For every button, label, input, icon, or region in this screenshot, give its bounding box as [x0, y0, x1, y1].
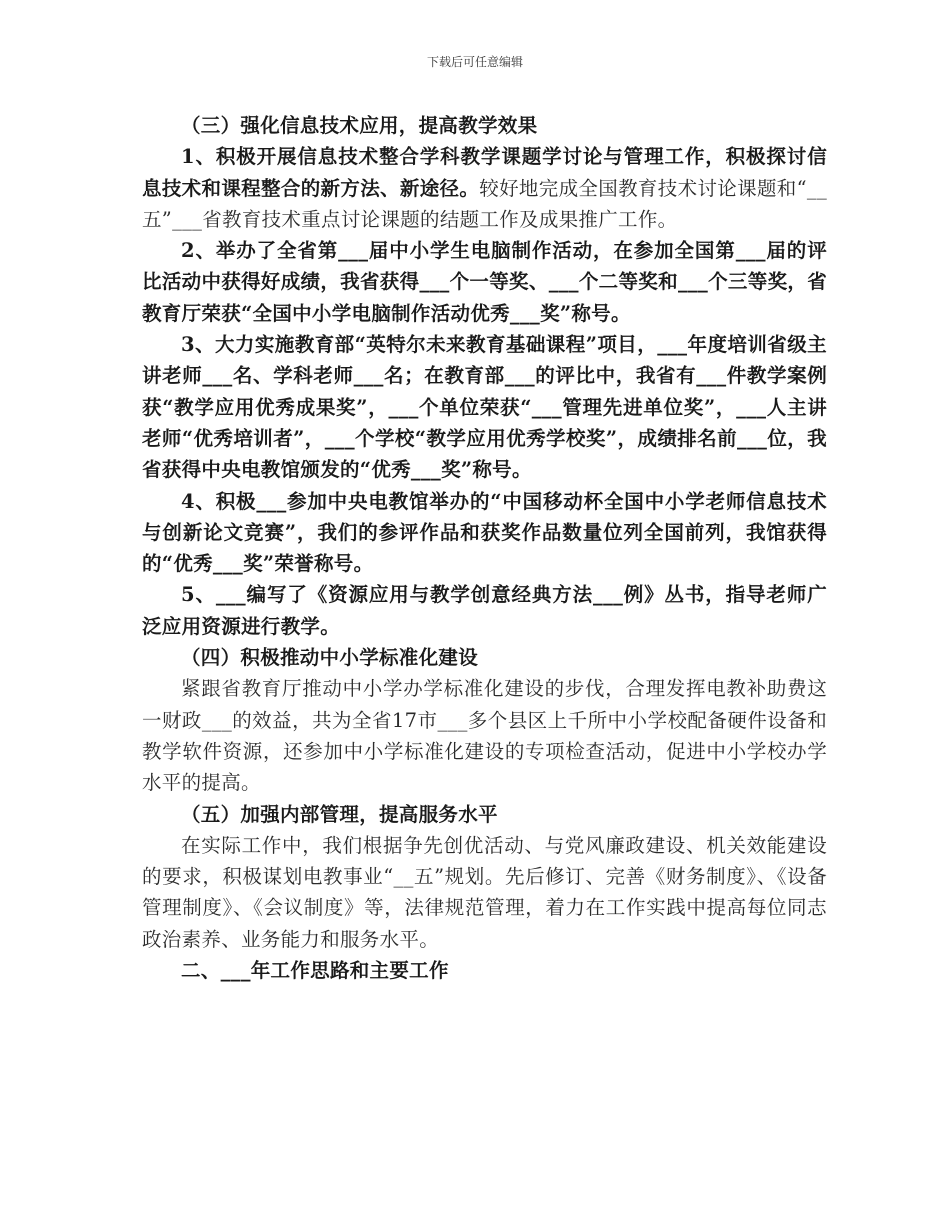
paragraph-section-4: 紧跟省教育厅推动中小学办学标准化建设的步伐，合理发挥电教补助费这一财政___的效益，共为全省17市___多个县区上千所中小学校配备硬件设备和教学软件资源，还参加中小学标准化建设的专项检查活动，促进中小学校办学水平的提高。 — [142, 677, 827, 795]
paragraph-item-2: 2、举办了全省第___届中小学生电脑制作活动，在参加全国第___届的评比活动中获得好成绩，我省获得___个一等奖、___个二等奖和___个三等奖，省教育厅荣获“全国中小学电脑制作活动优秀___奖”称号。 — [142, 239, 827, 325]
paragraph-item-3: 3、大力实施教育部“英特尔未来教育基础课程”项目，___年度培训省级主讲老师___名、学科老师___名；在教育部___的评比中，我省有___件教学案例获“教学应用优秀成果奖”，___个单位荣获“___管理先进单位奖”，___人主讲老师“优秀培训者”，___个学校“教学应用优秀学校奖”，成绩排名前___位，我省获得中央电教馆颁发的“优秀___奖”称号。 — [142, 333, 827, 482]
section-heading-4: （四）积极推动中小学标准化建设 — [181, 646, 479, 670]
paragraph-item-4: 4、积极___参加中央电教馆举办的“中国移动杯全国中小学老师信息技术与创新论文竞赛”，我们的参评作品和获奖作品数量位列全国前列，我馆获得的“优秀___奖”荣誉称号。 — [142, 489, 827, 576]
chapter-heading-2: 二、___年工作思路和主要工作 — [181, 959, 449, 983]
document-body — [142, 110, 827, 986]
paragraph-section-5: 在实际工作中，我们根据争先创优活动、与党风廉政建设、机关效能建设的要求，积极谋划电教事业“__五”规划。先后修订、完善《财务制度》、《设备管理制度》、《会议制度》等，法律规范管理，着力在工作实践中提高每位同志政治素养、业务能力和服务水平。 — [142, 833, 827, 951]
section-heading-5: （五）加强内部管理，提高服务水平 — [181, 802, 498, 826]
paragraph-item-1-normal: 较好地完成全国教育技术讨论课题和“__五”___省教育技术重点讨论课题的结题工作及成果推广工作。 — [142, 176, 827, 231]
paragraph-item-1-bold: 1、积极开展信息技术整合学科教学课题学讨论与管理工作，积极探讨信息技术和课程整合的新方法、新途径。 — [142, 145, 827, 200]
paragraph-item-5: 5、___编写了《资源应用与教学创意经典方法___例》丛书，指导老师广泛应用资源进行教学。 — [142, 583, 827, 638]
page-header: 下载后可任意编辑 — [426, 55, 523, 69]
section-heading-3: （三）强化信息技术应用，提高教学效果 — [181, 114, 538, 137]
paragraph-item-1 — [142, 141, 827, 235]
